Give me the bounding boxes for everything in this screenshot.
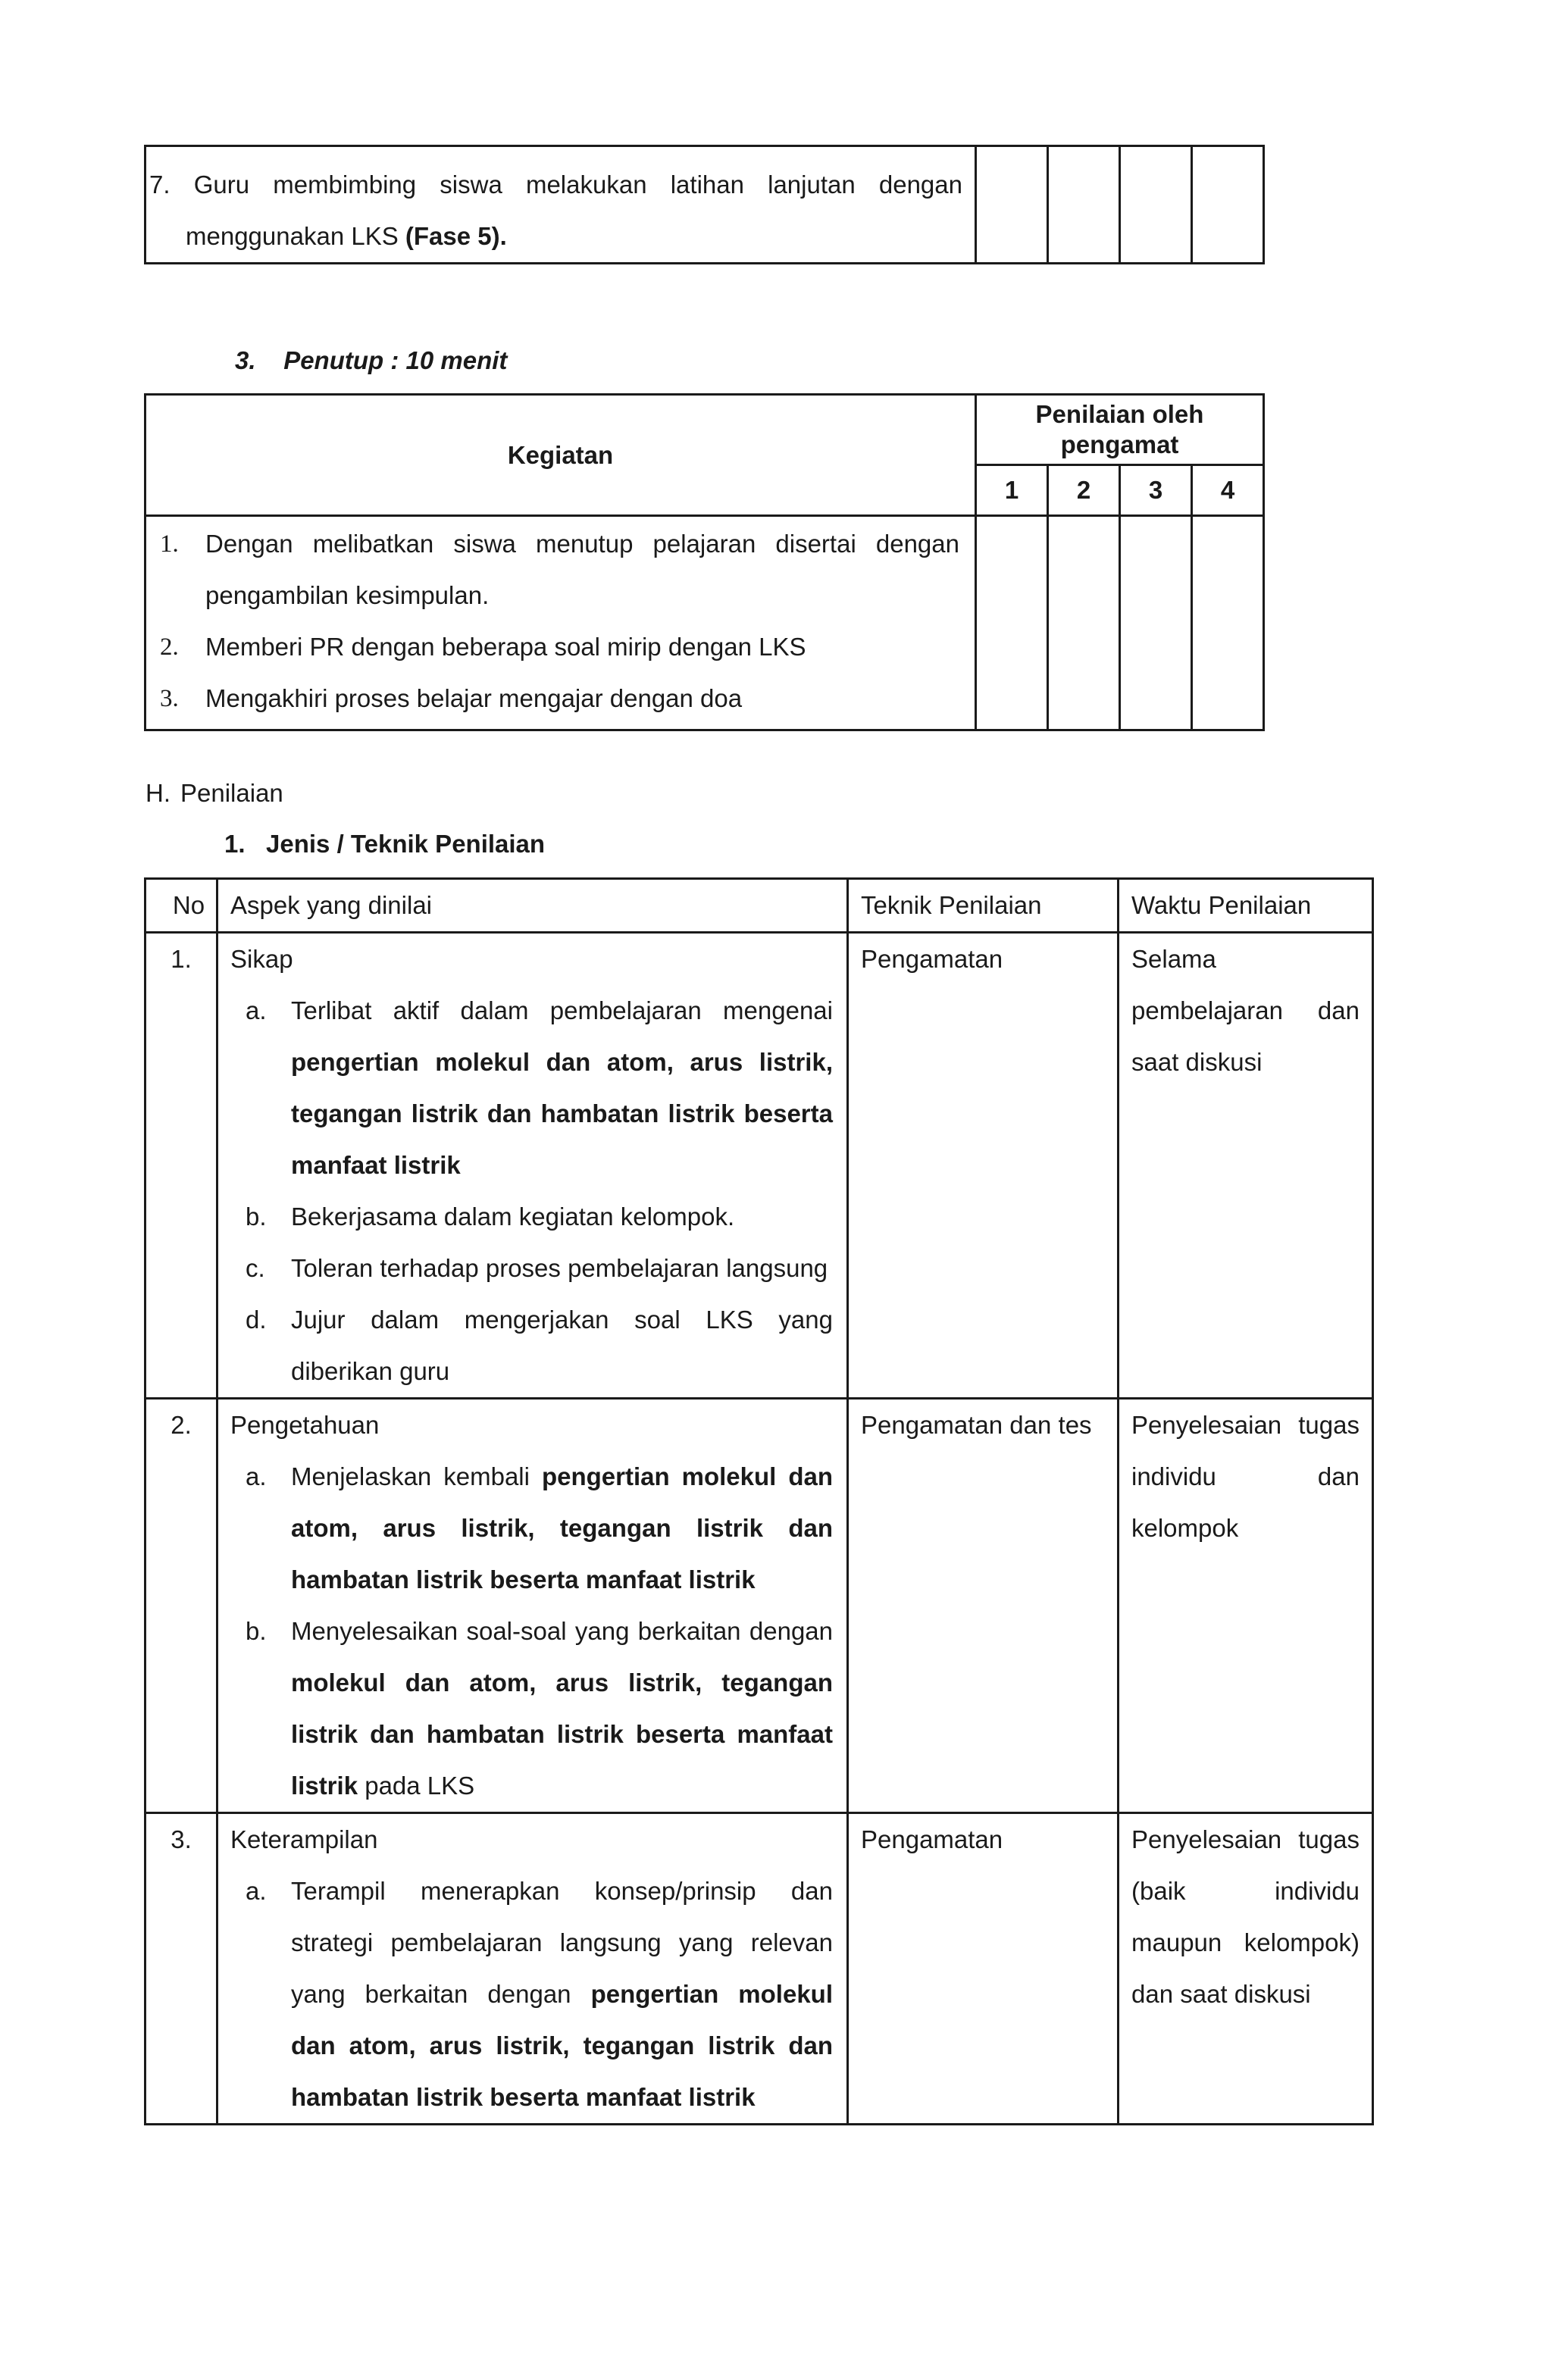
list-item: d. Jujur dalam mengerjakan soal LKS yang diberikan guru xyxy=(246,1306,833,1385)
table-row xyxy=(146,516,1264,730)
score-cell-3 xyxy=(1120,516,1192,730)
score-cell-3 xyxy=(1120,146,1192,264)
aspek-list xyxy=(218,985,846,1397)
score-cell-4 xyxy=(1192,516,1264,730)
list-item: c. Toleran terhadap proses pembelajaran langsung xyxy=(246,1254,828,1282)
item-number: 7. xyxy=(149,170,171,199)
item-text-line1: Guru membimbing siswa melakukan latihan lanjutan dengan xyxy=(193,170,962,199)
kegiatan-continuation-table xyxy=(144,145,1265,264)
score-cell-2 xyxy=(1048,516,1120,730)
list-item: b. Bekerjasama dalam kegiatan kelompok. xyxy=(246,1203,735,1231)
score-cell-1 xyxy=(976,146,1048,264)
aspek-list xyxy=(218,1451,846,1812)
penutup-activities xyxy=(146,516,976,730)
kegiatan-item-7 xyxy=(146,146,976,264)
penutup-table xyxy=(144,393,1265,731)
aspek-list xyxy=(218,1866,846,2123)
teknik-cell: Pengamatan xyxy=(848,933,1119,1399)
section-h-heading: H. Penilaian xyxy=(146,779,283,807)
column-header-penilaian: Penilaian oleh pengamat xyxy=(976,395,1264,465)
column-header-teknik: Teknik Penilaian xyxy=(848,879,1119,933)
waktu-cell: Penyelesaian tugas individu dan kelompok xyxy=(1119,1399,1373,1813)
row-number: 2. xyxy=(146,1399,217,1813)
score-cell-4 xyxy=(1192,146,1264,264)
category-label: Sikap xyxy=(230,945,293,973)
list-item: a. Terampil menerapkan konsep/prinsip dan strategi pembelajaran langsung yang relevan yang berkaitan dengan pengertian molekul dan atom, arus listrik, tegangan listrik dan hambatan listrik beserta manfaat listrik xyxy=(246,1877,833,2111)
table-row xyxy=(146,146,1264,264)
column-header-waktu: Waktu Penilaian xyxy=(1119,879,1373,933)
aspek-cell xyxy=(217,1399,848,1813)
aspek-cell xyxy=(217,933,848,1399)
item-text-bold: (Fase 5). xyxy=(405,222,507,250)
table-header-row xyxy=(146,879,1373,933)
score-header-3: 3 xyxy=(1120,465,1192,516)
teknik-cell: Pengamatan xyxy=(848,1813,1119,2125)
score-cell-2 xyxy=(1048,146,1120,264)
row-number: 3. xyxy=(146,1813,217,2125)
score-header-4: 4 xyxy=(1192,465,1264,516)
table-header-row xyxy=(146,395,1264,465)
waktu-cell: Penyelesaian tugas (baik individu maupun kelompok) dan saat diskusi xyxy=(1119,1813,1373,2125)
aspek-cell xyxy=(217,1813,848,2125)
column-header-kegiatan: Kegiatan xyxy=(146,395,976,516)
teknik-cell: Pengamatan dan tes xyxy=(848,1399,1119,1813)
column-header-no: No xyxy=(146,879,217,933)
list-item: a. Menjelaskan kembali pengertian molekul dan atom, arus listrik, tegangan listrik dan hambatan listrik beserta manfaat listrik xyxy=(246,1462,833,1593)
table-row xyxy=(146,1399,1373,1813)
list-item: b. Menyelesaikan soal-soal yang berkaitan dengan molekul dan atom, arus listrik, tegangan listrik dan hambatan listrik beserta manfaat listrik pada LKS xyxy=(246,1617,833,1800)
score-header-1: 1 xyxy=(976,465,1048,516)
table-row xyxy=(146,1813,1373,2125)
list-item: a. Terlibat aktif dalam pembelajaran mengenai pengertian molekul dan atom, arus listrik, tegangan listrik dan hambatan listrik beserta manfaat listrik xyxy=(246,996,833,1179)
score-cell-1 xyxy=(976,516,1048,730)
penutup-list xyxy=(146,518,975,724)
item-text-line2: menggunakan LKS xyxy=(186,222,405,250)
assessment-table xyxy=(144,877,1374,2125)
category-label: Keterampilan xyxy=(230,1825,378,1853)
score-header-2: 2 xyxy=(1048,465,1120,516)
column-header-aspek: Aspek yang dinilai xyxy=(217,879,848,933)
row-number: 1. xyxy=(146,933,217,1399)
waktu-cell: Selama pembelajaran dan saat diskusi xyxy=(1119,933,1373,1399)
penutup-heading: 3. Penutup : 10 menit xyxy=(235,346,508,374)
jenis-teknik-heading: 1. Jenis / Teknik Penilaian xyxy=(224,830,546,858)
category-label: Pengetahuan xyxy=(230,1411,380,1439)
list-item: 2. Memberi PR dengan beberapa soal mirip dengan LKS xyxy=(160,633,806,661)
list-item: 3. Mengakhiri proses belajar mengajar dengan doa xyxy=(160,684,743,712)
list-item: 1. Dengan melibatkan siswa menutup pelajaran disertai dengan pengambilan kesimpulan. xyxy=(160,530,959,609)
table-row xyxy=(146,933,1373,1399)
